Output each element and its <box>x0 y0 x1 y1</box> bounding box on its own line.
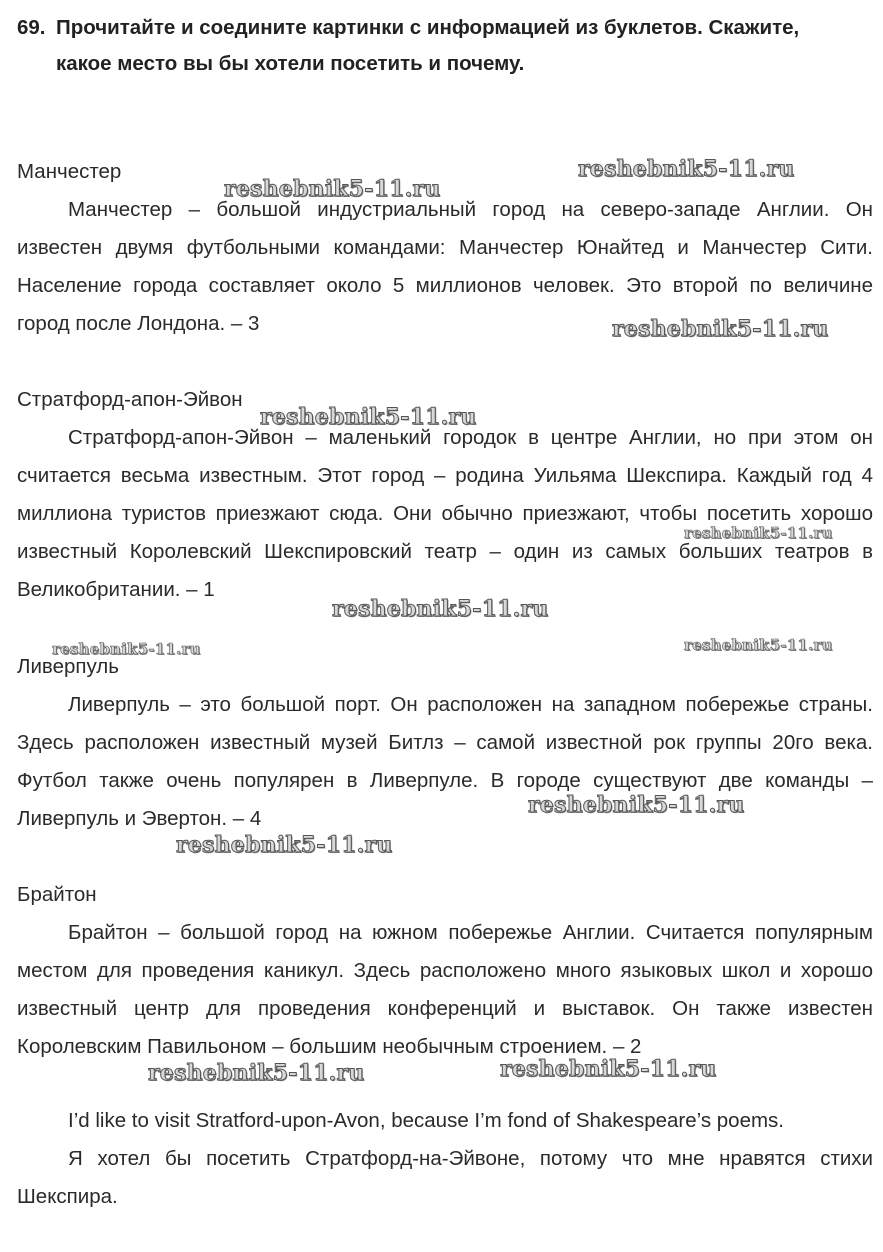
section-heading: Ливерпуль <box>17 655 119 678</box>
section-liverpool <box>17 654 873 838</box>
section-text: Манчестер – большой индустриальный город на северо-западе Англии. Он известен двумя футбольными командами: Манчестер Юнайтед и Манчестер Сити. Население города составляет около 5 миллионов человек. Это второй по величине город после Лондона. – 3 <box>17 198 873 335</box>
section-text: Брайтон – большой город на южном побережье Англии. Считается популярным местом для проведения каникул. Здесь расположено много языковых школ и хорошо известный центр для проведения конференций и выставок. Он также известен Королевским Павильоном – большим необычным строением. – 2 <box>17 921 873 1058</box>
watermark: reshebnik5-11.ru <box>612 316 829 342</box>
watermark: reshebnik5-11.ru <box>224 176 441 202</box>
task-line-1: Прочитайте и соедините картинки с информацией из буклетов. Скажите, <box>56 16 800 39</box>
watermark: reshebnik5-11.ru <box>528 792 745 818</box>
watermark: reshebnik5-11.ru <box>176 832 393 858</box>
section-heading: Стратфорд-апон-Эйвон <box>17 388 243 411</box>
watermark: reshebnik5-11.ru <box>332 596 549 622</box>
watermark: reshebnik5-11.ru <box>578 156 795 182</box>
answer-russian: Я хотел бы посетить Стратфорд-на-Эйвоне, потому что мне нравятся стихи Шекспира. <box>17 1147 873 1208</box>
answer-block <box>17 1102 873 1216</box>
watermark: reshebnik5-11.ru <box>684 636 833 654</box>
section-text: Ливерпуль – это большой порт. Он расположен на западном побережье страны. Здесь расположен известный музей Битлз – самой известной рок группы 20го века. Футбол также очень популярен в Ливерпуле. В городе существуют две команды – Ливерпуль и Эвертон. – 4 <box>17 693 873 830</box>
section-heading: Манчестер <box>17 160 122 183</box>
watermark: reshebnik5-11.ru <box>52 640 201 658</box>
watermark: reshebnik5-11.ru <box>684 524 833 542</box>
task-number: 69. <box>17 16 46 39</box>
watermark: reshebnik5-11.ru <box>260 404 477 430</box>
task-instruction <box>17 10 877 82</box>
section-text: Стратфорд-апон-Эйвон – маленький городок в центре Англии, но при этом он считается весьма известным. Этот город – родина Уильяма Шекспира. Каждый год 4 миллиона туристов приезжают сюда. Они обычно приезжают, чтобы посетить хорошо известный Королевский Шекспировский театр – один из самых больших театров в Великобритании. – 1 <box>17 426 873 601</box>
section-heading: Брайтон <box>17 883 97 906</box>
task-line-2: какое место вы бы хотели посетить и почему. <box>56 52 525 75</box>
section-brighton <box>17 882 873 1066</box>
answer-english: I’d like to visit Stratford-upon-Avon, because I’m fond of Shakespeare’s poems. <box>68 1109 784 1132</box>
watermark: reshebnik5-11.ru <box>148 1060 365 1086</box>
watermark: reshebnik5-11.ru <box>500 1056 717 1082</box>
